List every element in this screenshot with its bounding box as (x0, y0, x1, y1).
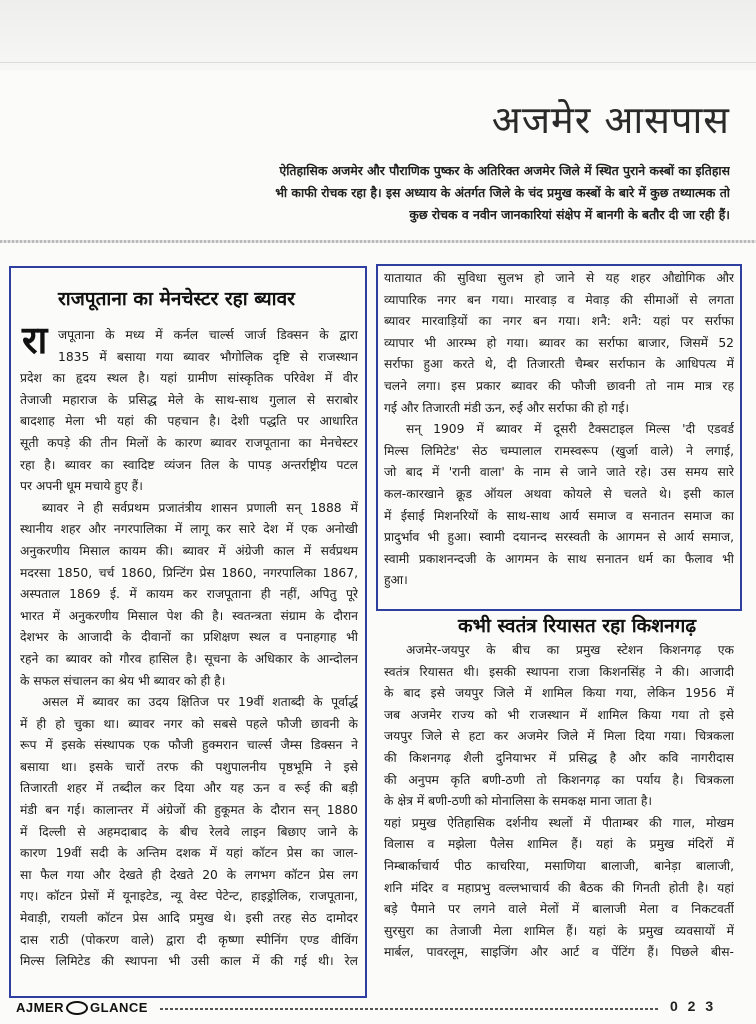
text-line: मदरसा 1850, चर्च 1860, प्रिन्टिंग प्रेस 1860, नगरपालिका 1867, (20, 565, 358, 580)
text-line: कल-कारखाने क्रूड ऑयल अथवा कोयले से चलते थे। इसी काल (384, 486, 734, 501)
kishangarh-heading: कभी स्वतंत्र रियासत रहा किशनगढ़ (458, 615, 697, 637)
text-line: प्रदेश का हृदय स्थल है। यहां ग्रामीण सांस्कृतिक परिवेश में वीर (20, 371, 358, 386)
intro-line: कुछ रोचक व नवीन जानकारियां संक्षेप में बानगी के बतौर दी जा रही हैं। (409, 207, 730, 222)
text-line: स्थानीय शहर और नगरपालिका में लागू कर सारे देश में एक अनोखी (20, 522, 358, 537)
text-line: शनि मंदिर व महाप्रभु वल्लभाचार्य की बैठक की गिनती होती है। यहां (384, 880, 734, 895)
eye-icon (66, 1001, 88, 1015)
text-line: यहां प्रमुख ऐतिहासिक दर्शनीय स्थलों में पीताम्बर की गाल, मोखम (384, 815, 734, 830)
text-line: निम्बार्काचार्य पीठ काचरिया, मसाणिया बालाजी, बानेड़ा बालाजी, (384, 858, 734, 873)
text-line: गए। कॉटन प्रेसों में यूनाइटेड, न्यू वेस्ट पेटेन्ट, हाइड्रोलिक, राजपूताना, (20, 889, 358, 904)
text-line: में ईसाई मिशनरियों के साथ-साथ आर्य समाज व सनातन समाज का (384, 508, 734, 523)
text-line: स्वतंत्र रियासत थी। इसकी स्थापना राजा किशनसिंह ने की। आजादी (384, 664, 734, 679)
text-line: में ही हो चुका था। ब्यावर नगर को सबसे पहले फौजी छावनी के (20, 716, 358, 731)
page-title: अजमेर आसपास (491, 98, 730, 142)
text-line: पर अपनी धूम मचाये हुए हैं। (20, 479, 143, 494)
intro-line: भी काफी रोचक रहा है। इस अध्याय के अंतर्गत जिले के चंद प्रमुख कस्बों के बारे में कुछ तथ्यात्मक तो (275, 185, 730, 200)
text-line: सन् 1909 में ब्यावर में दूसरी टैक्सटाइल मिल्स 'दी एडवर्ड (406, 422, 734, 437)
text-line: 1835 में बसाया गया ब्यावर भौगोलिक दृष्टि से राजस्थान (58, 349, 358, 364)
text-line: सुरसुरा का तेजाजी मेला शामिल हैं। यहां के प्रमुख व्यवसायों में (384, 923, 734, 938)
text-line: देशभर के आजादी के दीवानों का प्रशिक्षण स्थल व पनाहगाह भी (20, 630, 358, 645)
text-line: कारण 19वीं सदी के अन्तिम दशक में यहां कॉटन प्रेस का जाल- (20, 846, 358, 861)
text-line: मिल्स लिमिटेड की स्थापना भी उसी काल में की गई थी। रेल (20, 954, 358, 969)
text-line: प्रादुर्भाव भी हुआ। स्वामी दयानन्द सरस्वती के आगमन से आर्य समाज, (384, 530, 734, 545)
text-line: अस्पताल 1869 ई. में कायम कर राजपूताना ही नहीं, अपितु पूरे (20, 587, 358, 602)
text-line: असल में ब्यावर का उदय क्षितिज पर 19वीं शताब्दी के पूर्वार्द्ध (42, 695, 358, 710)
text-line: सा फैल गया और देखते ही देखते 20 के लगभग कॉटन प्रेस लग (20, 867, 358, 882)
text-line: मार्बल, पावरलूम, साइजिंग और आर्ट व पेंटिंग हैं। पिछले बीस- (384, 945, 734, 960)
text-line: यातायात की सुविधा सुलभ हो जाने से यह शहर औद्योगिक और (384, 271, 734, 285)
text-line: की अनुपम कृति बणी-ठणी तो किशनगढ़ का पर्याय है। चित्रकला (384, 772, 734, 787)
header-band (0, 0, 756, 70)
beawar-column-right (384, 268, 734, 592)
text-line: स्वामी प्रकाशनन्दजी के आगमन के साथ सनातन धर्म का फैलाव भी (384, 551, 734, 566)
beawar-column-left (20, 325, 358, 973)
text-line: के बाद इसे जयपुर जिले में शामिल किया गया, लेकिन 1956 में (384, 686, 734, 701)
text-line: सर्राफा हुआ करते थे, दी तिजारती चैम्बर सर्राफान के आधिपत्य में (384, 357, 734, 372)
header-rule (0, 62, 756, 63)
text-line: व्यापार भी आरम्भ हो गया। ब्यावर का सर्राफा बाजार, जिसमें 52 (384, 335, 734, 350)
text-line: में दिल्ली से अहमदाबाद के बीच रेलवे लाइन बिछाए जाने के (20, 824, 358, 839)
text-line: जो बाद में 'रानी वाला' के नाम से जाने जाते रहे। उस समय सारे (384, 465, 734, 480)
text-line: जयपुर जिले से हटा कर अजमेर जिले में मिला दिया गया। चित्रकला (384, 729, 734, 744)
text-line: जपूताना के मध्य में कर्नल चार्ल्स जार्ज डिक्सन के द्वारा (58, 328, 358, 342)
text-line: तिजारती शहर में तब्दील कर दिया और यह ऊन व रूई की बड़ी (20, 781, 358, 796)
text-line: बादशाह मेला भी यहां की पहचान है। देशी पद्धति पर आधारित (20, 414, 358, 429)
text-line: ब्यावर ने ही सर्वप्रथम प्रजातंत्रीय शासन प्रणाली सन् 1888 में (42, 500, 358, 515)
text-line: सूती कपड़े की तीन मिलों के कारण ब्यावर राजपूताना का मेनचेस्टर (20, 435, 358, 450)
beawar-heading: राजपूताना का मेनचेस्टर रहा ब्यावर (58, 288, 295, 310)
text-line: भारत में अनुकरणीय मिसाल पेश की है। स्वतन्त्रता संग्राम के दौरान (20, 608, 358, 623)
text-line: चलने लगा। इस प्रकार ब्यावर की फौजी छावनी तो नाम मात्र रह (384, 378, 734, 393)
text-line: हुआ। (384, 573, 408, 588)
section-divider (0, 240, 756, 243)
logo-right-text: GLANCE (90, 1000, 148, 1015)
text-line: रूप में इसके संस्थापक एक फौजी हुक्मरान चार्ल्स जैम्स डिक्सन ने (20, 738, 358, 753)
drop-cap: रा (22, 318, 48, 362)
text-line: दास राठी (पोकरण वाले) द्वारा दी कृष्णा स्पीनिंग एण्ड वीविंग (20, 932, 358, 947)
text-line: अजमेर-जयपुर के बीच का प्रमुख स्टेशन किशनगढ़ एक (406, 643, 734, 657)
text-line: बसाया था। इसके चारों तरफ की पशुपालनीय पृष्ठभूमि ने इसे (20, 759, 358, 774)
text-line: रहने का ब्यावर को गौरव हासिल है। सूचना के अधिकार के आन्दोलन (20, 651, 358, 666)
text-line: मंडी बन गई। कालान्तर में अंग्रेजों की हुकूमत के दौरान सन् 1880 (20, 803, 358, 818)
intro-paragraph (110, 160, 730, 226)
text-line: व्यापारिक नगर बन गया। मारवाड़ व मेवाड़ की सीमाओं से लगता (384, 292, 734, 307)
text-line: के क्षेत्र में बणी-ठणी को मोनालिसा के समकक्ष माना जाता है। (384, 794, 653, 809)
kishangarh-column (384, 640, 734, 964)
logo-left-text: AJMER (16, 1000, 65, 1015)
text-line: विलास व मझेला पैलेस शामिल हैं। यहां के प्रमुख मंदिरों में (384, 837, 734, 852)
text-line: की किशनगढ़ शैली दुनियाभर में प्रसिद्ध है और कवि नागरीदास (384, 750, 734, 765)
ajmer-glance-logo (16, 1000, 148, 1016)
text-line: तेजाजी महाराज के प्रसिद्ध मेले के साथ-साथ गुलाल से सराबोर (20, 392, 358, 407)
text-line: रहा है। ब्यावर का स्वादिष्ट व्यंजन तिल के पापड़ अन्तर्राष्ट्रीय पटल (20, 457, 358, 472)
text-line: बड़े पैमाने पर लगने वाले मेलों में बालाजी मेला व निकटवर्ती (384, 902, 734, 917)
text-line: जब अजमेर राज्य को भी राजस्थान में शामिल किया गया तो इसे (384, 707, 734, 722)
footer-rule (160, 1008, 660, 1010)
text-line: ब्यावर मारवाड़ियों का नगर बन गया। शनै: शनै: यहां पर सर्राफा (384, 314, 734, 329)
text-line: गई और तिजारती मंडी ऊन, रुई और सर्राफा की हो गई। (384, 400, 630, 415)
intro-line: ऐतिहासिक अजमेर और पौराणिक पुष्कर के अतिरिक्त अजमेर जिले में स्थित पुराने कस्बों का इतिहास (279, 163, 730, 178)
page-number: 0 2 3 (670, 998, 717, 1014)
text-line: मेवाड़ी, रायली कॉटन प्रेस आदि प्रमुख थे। इसी तरह सेठ दामोदर (20, 911, 358, 926)
text-line: मिल्स लिमिटेड' सेठ चम्पालाल रामस्वरूप (खुर्जा वाले) ने लगाई, (384, 443, 734, 458)
text-line: अनुकरणीय मिसाल कायम की। ब्यावर में अंग्रेजी काल में सर्वप्रथम (20, 543, 358, 558)
text-line: के सफल संचालन का श्रेय भी ब्यावर को ही है। (20, 673, 226, 688)
